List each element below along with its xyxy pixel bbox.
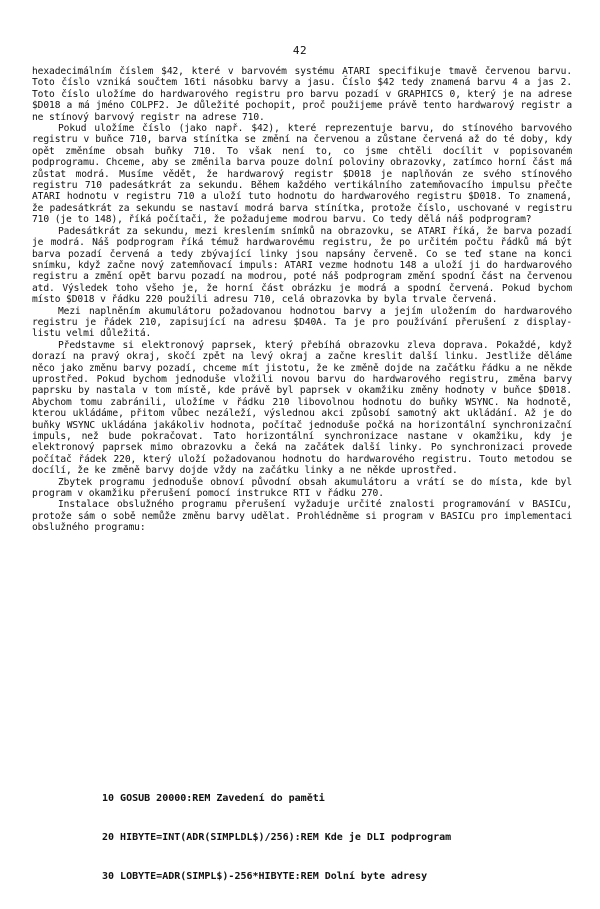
code-line: 10 GOSUB 20000:REM Zavedení do paměti bbox=[102, 793, 325, 804]
code-line: 30 LOBYTE=ADR(SIMPL$)-256*HIBYTE:REM Dolní byte adresy bbox=[102, 871, 428, 882]
page-number: 42 bbox=[292, 44, 308, 57]
paragraph: Představme si elektronový paprsek, který přebíhá obrazovku zleva doprava. Pokaždé, když dorazí na pravý okraj, skočí zpět na levý okraj a začne kreslit další linku. Jestliže děláme něco jako změnu barvy pozadí, chceme mít jistotu, že ke změně dojde na začátku řádku a ne někde uprostřed. Pokud bychom jednoduše vložili novou barvu do hardwarového registru, změna barvy paprsku by nastala v tom místě, kde právě byl paprsek v okamžiku změny hodnoty v buňce $D018. Abychom tomu zabránili, uložíme v řádku 210 libovolnou hodnotu do buňky WSYNC. Na hodnotě, kterou ukládáme, přitom vůbec nezáleží, výslednou akci způsobí samotný akt ukládání. Až je do buňky WSYNC ukládána jakákoliv hodnota, počítač jednoduše počká na horizontální synchronizační impuls, než bude pokračovat. Tato horizontální synchronizace nastane v okamžiku, kdy je elektronový paprsek mimo obrazovku a čeká na začátek další linky. Po synchronizaci provede počítač řádek 220, který uloží požadovanou hodnotu do hardwarového registru. Touto metodou se docílí, že ke změně barvy dojde vždy na začátku linky a ne někde uprostřed. bbox=[32, 339, 572, 477]
paragraph: Pokud uložíme číslo (jako např. $42), které reprezentuje barvu, do stínového barvového registru v buňce 710, barva stínítka se změní na červenou a zůstane červená až do té doby, kdy opět změníme obsah buňky 710. To však není to, co jsme chtěli docílit v popisovaném podprogramu. Chceme, aby se změnila barva pouze dolní poloviny obrazovky, zatímco horní část má zůstat modrá. Musíme vědět, že hardwarový registr $D018 je naplňován ze svého stínového registru 710 padesátkrát za sekundu. Během každého vertikálního zatemňovacího impulsu přečte ATARI hodnotu v registru 710 a uloží tuto hodnotu do hardwarového registru $D018. To znamená, že padesátkrát za sekundu se nastaví modrá barva stínítka, protože číslo, uschované v registru 710 (je to 148), říká počítači, že požadujeme modrou barvu. Co tedy dělá náš podprogram? bbox=[32, 123, 572, 226]
paragraph: Instalace obslužného programu přerušení vyžaduje určité znalosti programování v BASICu, protože sám o sobě nemůže změnu barvy udělat. Prohlédněme si program v BASICu pro implementaci obslužného programu: bbox=[32, 499, 572, 534]
paragraph: hexadecimálním číslem $42, které v barvovém systému ATARI specifikuje tmavě červenou barvu. Toto číslo vzniká součtem 16ti násobku barvy a jasu. Číslo $42 tedy znamená barvu 4 a jas 2. Toto číslo uložíme do hardwarového registru pro barvu pozadí v GRAPHICS 0, který je na adrese $D018 a má jméno COLPF2. Je důležité pochopit, proč použijeme právě tento hardwarový registr a ne stínový barvový registr na adrese 710. bbox=[32, 66, 572, 123]
code-line: 20 HIBYTE=INT(ADR(SIMPLDL$)/256):REM Kde je DLI podprogram bbox=[102, 832, 452, 843]
paragraph: Mezi naplněním akumulátoru požadovanou hodnotou barvy a jejím uložením do hardwarového registru je řádek 210, zapisující na adresu $D40A. Ta je pro používání přerušení z display-listu velmi důležitá. bbox=[32, 305, 572, 340]
paragraph: Padesátkrát za sekundu, mezi kreslením snímků na obrazovku, se ATARI říká, že barva pozadí je modrá. Náš podprogram říká témuž hardwarovému registru, že po určitém počtu řádků má být barva pozadí červená a tedy zbývající linky jsou napsány červeně. Co se teď stane na konci snímku, když začne nový zatemňovací impuls: ATARI vezme hodnotu 148 a uloží ji do hardwarového registru a změní opět barvu pozadí na modrou, poté náš podprogram změní spodní část na červenou atd. Výsledek toho všeho je, že horní část obrázku je modrá a spodní červená. Pokud bychom místo $D018 v řádku 220 použili adresu 710, celá obrazovka by byla trvale červená. bbox=[32, 225, 572, 306]
body-text bbox=[32, 66, 572, 534]
paragraph: Zbytek programu jednoduše obnoví původní obsah akumulátoru a vrátí se do místa, kde byl program v okamžiku přerušení pomocí instrukce RTI v řádku 270. bbox=[32, 476, 572, 500]
basic-code-listing bbox=[102, 766, 582, 909]
